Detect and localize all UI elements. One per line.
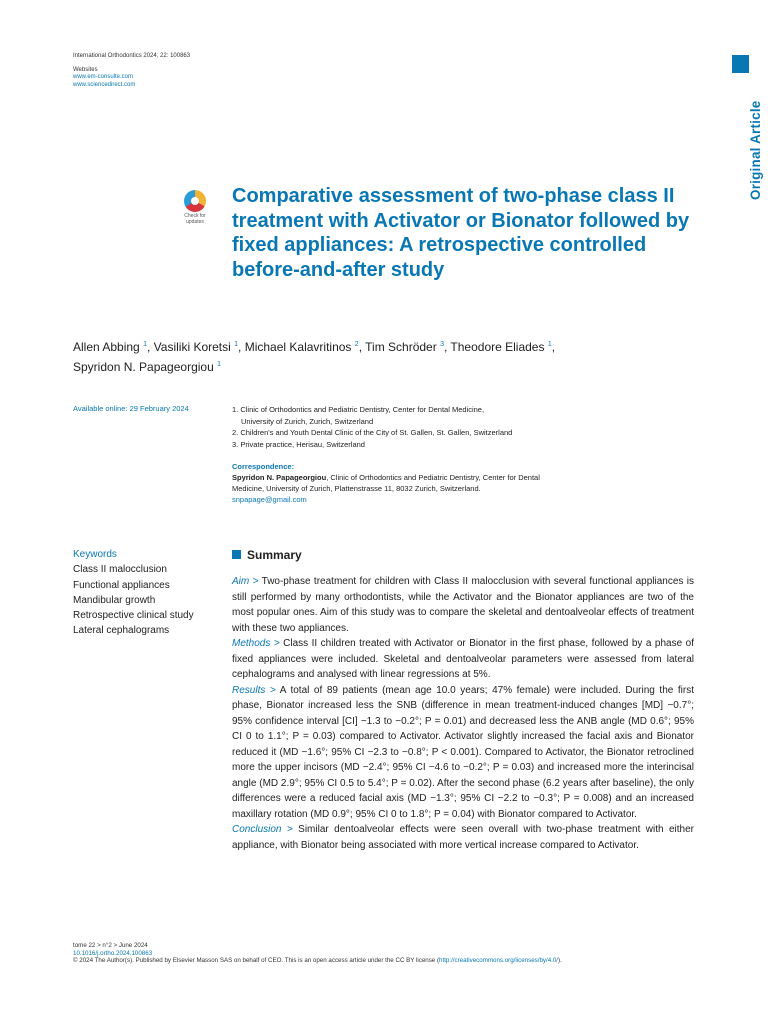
results-text: A total of 89 patients (mean age 10.0 years; 47% female) were included. During the first phase, Bionator increased less the SNB (difference in mean treatment-induced changes [MD] −0.7°; 95% confidence interval [CI] −1.3 to −0.2°; P = 0.01) and decreased less the ANB angle (MD 0.6°; 95% CI 0 to 1.1°; P = 0.03) compared to Activator. Activator slightly increased the facial axis and Bionator reduced it (MD −1.6°; 95% CI −2.3 to −0.8°; P < 0.001). Compared to Activator, the Bionator retroclined more the upper incisors (MD −2.4°; 95% CI −4.6 to −0.2°; P = 0.03) and increased more the interincisal angle (MD 2.9°; 95% CI 0.5 to 5.4°; P = 0.02). After the second phase (6.2 years after baseline), the only differences were a reduced facial axis (MD −1.3°; 95% CI −2.2 to −0.3°; P = 0.008) and an increased maxillary rotation (MD 0.9°; 95% CI 0 to 1.8°; P = 0.04) with Bionator compared to Activator. (232, 684, 694, 820)
correspondence-name: Spyridon N. Papageorgiou (232, 473, 327, 482)
license-link[interactable]: http://creativecommons.org/licenses/by/4.0/ (439, 957, 559, 964)
available-online: Available online: 29 February 2024 (73, 404, 189, 413)
journal-meta (73, 53, 190, 89)
affiliation-line: University of Zurich, Zurich, Switzerland (241, 416, 374, 426)
check-updates-icon (184, 190, 206, 212)
summary-heading-text: Summary (247, 548, 302, 562)
summary-aim (232, 574, 694, 636)
author-affiliation-ref[interactable]: 1 (234, 341, 239, 348)
license-line (73, 957, 713, 965)
author-name: Theodore Eliades (450, 340, 545, 354)
site-link-emconsulte[interactable]: www.em-consulte.com (73, 74, 134, 80)
author-name: Vasiliki Koretsi (153, 340, 231, 354)
websites-label: Websites (73, 66, 98, 73)
conclusion-text: Similar dentoalveolar effects were seen overall with two-phase treatment with either appliance, with Bionator being associated with more vertical increase compared to Activator. (232, 824, 694, 851)
correspondence-heading: Correspondence: (232, 462, 295, 471)
author-affiliation-ref[interactable]: 1 (143, 341, 147, 348)
correspondence-address: , Clinic of Orthodontics and Pediatric Dentistry, Center for Dental Medicine, University of Zurich, Plattenstrasse 11, 8032 Zurich, Switzerland. (232, 473, 540, 493)
keyword-item: Functional appliances (73, 579, 170, 591)
author-list: Allen Abbing $^1$, Vasiliki Koretsi $^1$, Michael Kalavritinos $^2$, Tim Schröder $^3$, Theodore Eliades $^1$, Spyridon N. Papageorgiou $^1$ (73, 340, 556, 374)
author-affiliation-ref[interactable]: 1 (547, 341, 552, 348)
keyword-item: Lateral cephalograms (73, 625, 170, 637)
badge-line-1: Check for (184, 213, 206, 219)
doi-link[interactable]: 10.1016/j.ortho.2024.100863 (73, 949, 153, 957)
author-name: Allen Abbing (73, 340, 140, 354)
correspondence (232, 461, 572, 505)
affiliation-line: 3. Private practice, Herisau, Switzerland (232, 439, 365, 449)
keyword-item: Class II malocclusion (73, 564, 167, 576)
summary-marker-square (232, 550, 241, 559)
affiliation-line: 2. Children's and Youth Dental Clinic of the City of St. Gallen, St. Gallen, Switzerland (232, 428, 513, 437)
keywords-heading: Keywords (73, 549, 117, 560)
summary-heading (232, 548, 302, 562)
affiliation-line: 1. Clinic of Orthodontics and Pediatric Dentistry, Center for Dental Medicine, (232, 405, 485, 414)
issue-info: tome 22 > n°2 > June 2024 (73, 942, 148, 949)
license-text: © 2024 The Author(s). Published by Elsevier Masson SAS on behalf of CEO. This is an open access article under the CC BY license ( (73, 957, 440, 964)
conclusion-label: Conclusion > (232, 824, 293, 835)
keywords (73, 547, 223, 639)
license-suffix: ). (558, 957, 562, 964)
correspondence-email[interactable]: snpapage@gmail.com (232, 495, 307, 504)
article-type-label: Original Article (748, 100, 763, 200)
site-link-sciencedirect[interactable]: www.sciencedirect.com (73, 81, 136, 88)
author-name: Tim Schröder (365, 340, 437, 354)
author-affiliation-ref[interactable]: 1 (217, 361, 222, 368)
aim-text: Two-phase treatment for children with Class II malocclusion with several functional appliances is still performed by many orthodontists, while the Activator and the Bionator appliances are two of the most popular ones. Aim of this study was to compare the skeletal and dentoalveolar effects of treatment with these two appliances. (232, 576, 694, 634)
summary-results (232, 683, 694, 823)
author-name: Spyridon N. Papageorgiou (73, 360, 214, 374)
page-footer (73, 942, 713, 965)
keyword-item: Mandibular growth (73, 594, 156, 606)
methods-label: Methods > (232, 638, 280, 649)
affiliations (232, 404, 692, 450)
badge-line-2: updates (186, 218, 204, 225)
results-label: Results > (232, 684, 276, 696)
summary-methods (232, 636, 694, 683)
section-marker-square (732, 55, 749, 73)
summary-conclusion (232, 822, 694, 853)
keyword-item: Retrospective clinical study (73, 610, 194, 622)
author-affiliation-ref[interactable]: 2 (354, 341, 359, 348)
aim-label: Aim > (232, 576, 259, 587)
author-name: Michael Kalavritinos (244, 340, 352, 354)
article-title: Comparative assessment of two-phase class II treatment with Activator or Bionator followed by fixed appliances: A retrospective controlled before-and-after study (232, 185, 690, 281)
journal-citation: International Orthodontics 2024; 22: 100863 (73, 53, 191, 59)
author-affiliation-ref[interactable]: 3 (440, 341, 444, 348)
methods-text: Class II children treated with Activator or Bionator in the first phase, followed by a phase of fixed appliances were included. Skeletal and dentoalveolar parameters were assessed from lateral cephalograms and analysed with linear regressions at 5%. (232, 638, 694, 680)
check-for-updates-badge[interactable] (178, 190, 212, 230)
summary-body (232, 574, 694, 853)
